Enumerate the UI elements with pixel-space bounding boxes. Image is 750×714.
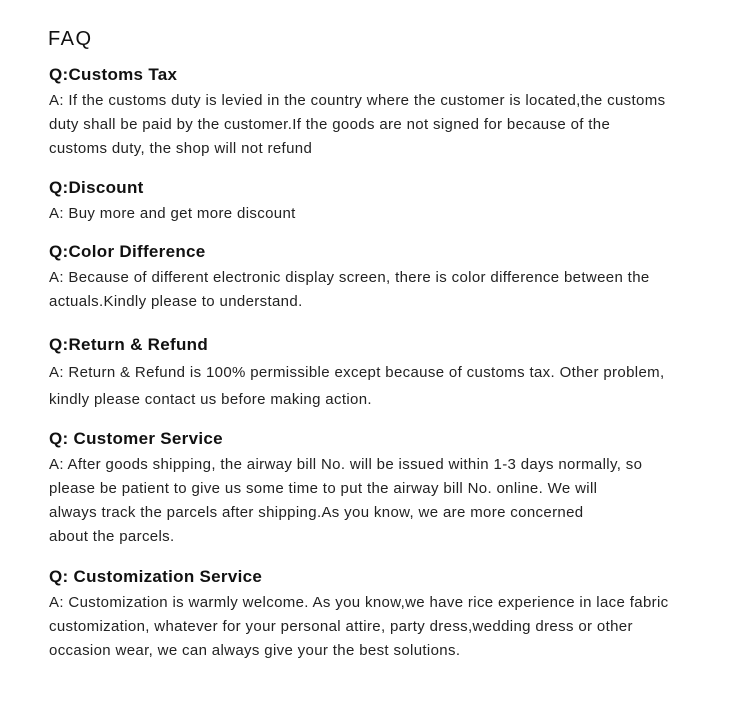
faq-question: Q:Discount [49,178,144,197]
faq-answer-line: customization, whatever for your personal attire, party dress,wedding dress or other [49,618,633,635]
faq-answer [49,89,709,161]
faq-answer-line: A: Buy more and get more discount [49,205,296,222]
faq-answer-line: about the parcels. [49,528,175,545]
faq-item-customization-service [49,566,709,663]
faq-answer-line: kindly please contact us before making action. [49,391,372,408]
faq-answer [49,359,709,413]
faq-answer-line: occasion wear, we can always give your the best solutions. [49,642,461,659]
faq-question: Q: Customer Service [49,429,223,448]
faq-question: Q:Color Difference [49,242,206,261]
faq-answer [49,453,709,549]
faq-answer-line: A: Because of different electronic display screen, there is color difference between the [49,269,650,286]
page-title: FAQ [48,28,93,50]
faq-answer-line: customs duty, the shop will not refund [49,140,313,157]
faq-answer [49,202,709,226]
faq-answer-line: A: Customization is warmly welcome. As you know,we have rice experience in lace fabric [49,594,669,611]
faq-question: Q:Customs Tax [49,65,178,84]
faq-answer-line: always track the parcels after shipping.As you know, we are more concerned [49,504,584,521]
faq-item-return-refund [49,334,709,413]
faq-item-customs-tax [49,64,709,161]
faq-question: Q: Customization Service [49,567,263,586]
faq-answer-line: A: Return & Refund is 100% permissible except because of customs tax. Other problem, [49,364,665,381]
faq-answer-line: please be patient to give us some time to put the airway bill No. online. We will [49,480,598,497]
faq-item-color-difference [49,241,709,314]
faq-answer-line: A: After goods shipping, the airway bill No. will be issued within 1-3 days normally, so [49,456,643,473]
faq-item-customer-service [49,428,709,549]
faq-answer-line: actuals.Kindly please to understand. [49,293,303,310]
faq-answer [49,591,709,663]
faq-item-discount [49,177,709,226]
faq-answer-line: duty shall be paid by the customer.If the goods are not signed for because of the [49,116,611,133]
faq-answer-line: A: If the customs duty is levied in the country where the customer is located,the customs [49,92,666,109]
faq-question: Q:Return & Refund [49,335,209,354]
faq-answer [49,266,709,314]
